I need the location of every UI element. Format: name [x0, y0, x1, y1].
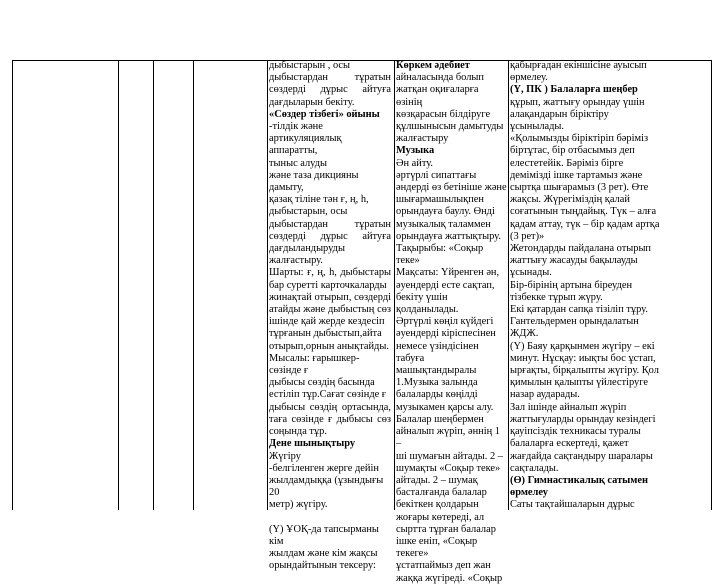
text-line: (3 рет)»: [510, 230, 545, 242]
text-line: жақсы. Жүрегіміздің қалай: [510, 194, 630, 206]
text-line: дыбыстарын , осы: [269, 60, 351, 71]
text-line: ұсынады.: [510, 267, 552, 279]
text-line: ЖДЖ.: [510, 328, 539, 340]
text-line: балаларға ескертеді, қажет: [510, 438, 629, 450]
text-line: дағдыландыруды: [269, 243, 345, 255]
text-line: ұсынылады.: [510, 121, 564, 133]
text-line: (Ү, ПК ) Балаларға шеңбер: [510, 84, 638, 96]
text-line: қазақ тіліне тән ғ, ң, һ,: [269, 194, 369, 206]
text-line: сақталады.: [510, 462, 559, 474]
text-line: қауіпсіздік техникасы туралы: [510, 426, 641, 438]
text-line: Ән айту.: [396, 157, 433, 169]
text-line: Әртүрлі көңіл күйдегі: [396, 316, 494, 328]
text-line: дыбыстардан тұратын: [269, 218, 391, 230]
text-line: орындайтынын тексеру:: [269, 560, 376, 572]
text-line: дыбысы сөздің ортасында,: [269, 401, 391, 413]
text-line: қимылын қалыпты үйлестіруге: [510, 377, 648, 389]
text-line: назар аударады.: [510, 389, 580, 401]
text-line: орындауға баулу. Өнді: [396, 206, 495, 218]
text-line: жалғастыру: [396, 133, 449, 145]
text-line: минут. Нұсқау: иықты бос ұстап,: [510, 352, 656, 364]
text-line: жоғары көтереді, ал: [396, 511, 485, 523]
text-line: жылдамдыққа (ұзындығы 20: [269, 474, 384, 499]
text-line: Мақсаты: Үйренген ән,: [396, 267, 500, 279]
text-line: шумақты «Соқыр теке»: [396, 462, 501, 474]
text-line: Зал ішінде айналып жүріп: [510, 401, 627, 413]
text-line: өрмелеу: [510, 487, 548, 499]
text-line: және таза дикцияны дамыту,: [269, 169, 359, 194]
text-line: (Ү) ҰОҚ-да тапсырманы кім: [269, 523, 379, 547]
text-line: Жүгіру: [269, 450, 301, 462]
text-line: Музыка: [396, 145, 435, 157]
text-line: немесе үзіндісінен табуға: [396, 340, 479, 364]
text-line: қабырғадан екіншісіне ауысып: [510, 60, 647, 71]
text-line: (Ө) Гимнастикалық сатымен: [510, 474, 648, 486]
text-line: алақандарын біріктіру: [510, 108, 609, 120]
text-line: құлшынысын дамытуды: [396, 121, 504, 133]
text-line: елестетейік. Бәріміз бірге: [510, 157, 624, 169]
cell-column-physical-education: [510, 60, 711, 512]
text-line: жалғастыру.: [269, 255, 323, 267]
text-line: Екі қатардан сапқа тізіліп тұру.: [510, 304, 648, 316]
text-line: жинақтай отырып, сөздерді: [269, 291, 391, 303]
text-line: жағдайда сақтандыру шаралары: [510, 450, 653, 462]
text-line: біртұтас, бір отбасымыз деп: [510, 145, 635, 157]
text-line: әуендерді кіріспесінен: [396, 328, 496, 340]
text-line: Гантельдермен орындалатын: [510, 316, 639, 328]
text-line: қадам аттау, түк – бір қадам артқа: [510, 218, 660, 230]
cell-column-literature-music: [396, 60, 507, 585]
text-line: жылдам және кім жақсы: [269, 548, 378, 560]
text-line: көзқарасын білдіруге: [396, 108, 491, 120]
text-line: жаққа жүгіреді. «Соқыр: [396, 572, 503, 584]
text-line: Тақырыбы: «Соқыр теке»: [396, 243, 484, 267]
text-line: сыртта тұрған балалар: [396, 523, 496, 535]
text-line: ішке еніп, «Соқыр текеге»: [396, 535, 478, 560]
text-line: естіліп тұр.Сағат сөзінде ғ: [269, 389, 387, 401]
text-line: (Ү) Баяу қарқынмен жүгіру – екі: [510, 340, 655, 352]
text-line: «Сөздер тізбегі» ойыны: [269, 108, 380, 120]
text-line: тұрғанын дыбыстып,айта: [269, 328, 382, 340]
text-line: Жетондарды пайдалана отырып: [510, 243, 651, 255]
text-line: соғатынын тыңдайық. Түк – алға: [510, 206, 657, 218]
text-line: музыкамен қарсы алу.: [396, 401, 494, 413]
text-line: сөздерді дұрыс айтуға: [269, 84, 391, 96]
text-line: бекіткен қолдарын: [396, 499, 479, 511]
text-line: соңында тұр.: [269, 426, 327, 438]
text-line: ші шумағын айтады. 2 –: [396, 450, 503, 462]
text-line: демімізді ішке тартамыз және: [510, 169, 643, 181]
text-line: ырғақты, бірқалыпты жүгіру. Қол: [510, 365, 659, 377]
text-line: балаларды көңілді: [396, 389, 478, 401]
text-line: құрып, жаттығу орындау үшін: [510, 96, 645, 108]
text-line: шығармашылықпен: [396, 194, 484, 206]
text-line: машықтандыралы: [396, 365, 477, 377]
text-line: Шарты: ғ, ң, һ, дыбыстары: [269, 267, 391, 279]
text-line: жаттығу жасауды бақылауды: [510, 255, 638, 267]
text-line: «Қолымызды біріктіріп бәріміз: [510, 133, 649, 145]
text-line: әртүрлі сипаттағы: [396, 169, 477, 181]
text-line: Көркем әдебиет: [396, 60, 470, 71]
text-line: -белгіленген жерге дейін: [269, 462, 379, 474]
text-line: ұстатпаймыз деп жан: [396, 560, 491, 572]
text-line: бекіту үшін қолданылады.: [396, 291, 459, 316]
text-line: сыртқа шығарамыз (3 рет). Өте: [510, 182, 649, 194]
text-line: музыкалық таламмен: [396, 218, 491, 230]
text-line: дыбысы сөздің басында: [269, 377, 375, 389]
text-line: дыбыстарын, осы: [269, 206, 348, 218]
text-line: айналасында болып: [396, 72, 484, 84]
text-line: тыныс алуды: [269, 157, 327, 169]
text-line: жаттығуларды орындау кезіндегі: [510, 413, 656, 425]
text-line: ішінде қай жерде кездесіп: [269, 316, 385, 328]
text-line: [269, 512, 391, 524]
text-line: айтады. 2 – шумақ: [396, 474, 478, 486]
text-line: бар суретті карточкаларды: [269, 279, 387, 291]
text-line: метр) жүгіру.: [269, 499, 328, 511]
text-line: -тілдік және: [269, 121, 323, 133]
text-line: Мысалы: ғарышкер-сөзінде ғ: [269, 352, 360, 377]
text-line: дыбыстардан тұратын: [269, 72, 391, 84]
text-line: әуендерді есте сақтап,: [396, 279, 495, 291]
text-line: басталғанда балалар: [396, 487, 487, 499]
text-line: өрмелеу.: [510, 72, 548, 84]
text-line: 1.Музыка залында: [396, 377, 478, 389]
text-line: дағдыларын бекіту.: [269, 96, 355, 108]
text-line: Балалар шеңбермен: [396, 413, 484, 425]
text-line: таға сөзінде ғ дыбысы сөз: [269, 413, 391, 425]
text-line: жатқан оқиғаларға өзінің: [396, 84, 479, 108]
cell-column-language: [269, 60, 391, 573]
text-line: Дене шынықтыру: [269, 438, 356, 450]
text-line: тізбекке тұрып жүру.: [510, 291, 603, 303]
text-line: сөздерді дұрыс айтуға: [269, 230, 391, 242]
text-line: отырып,орнын анықтайды.: [269, 340, 389, 352]
text-line: айналып жүріп, әннің 1 –: [396, 426, 500, 450]
text-line: орындауға жаттықтыру.: [396, 230, 501, 242]
text-line: Саты тақтайшаларын дұрыс: [510, 499, 635, 511]
text-line: артикуляциялық аппаратты,: [269, 133, 342, 157]
text-line: әндерді өз бетініше және: [396, 182, 507, 194]
text-line: Бір-бірінің артына біреуден: [510, 279, 633, 291]
text-line: атайды және дыбыстың сөз: [269, 304, 391, 316]
